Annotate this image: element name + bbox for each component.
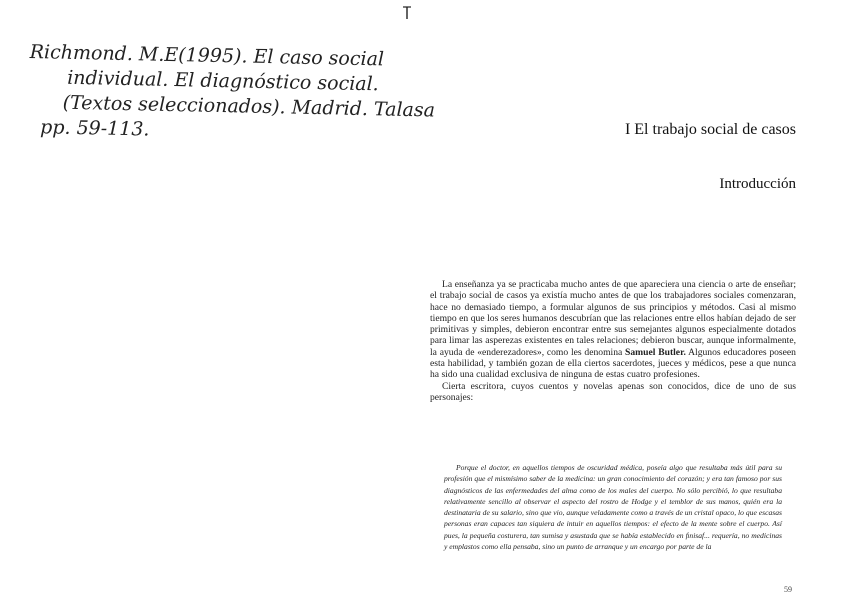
- quote-text: Porque el doctor, en aquellos tiempos de oscuridad médica, poseía algo que resultaba más útil para su profesión que el mismísimo saber de la medicina: un gran conocimiento del corazón; y era tan famoso por sus diagnósticos de las enfermedades del alma como de los males del cuerpo. No sólo percibió, lo que resultaba relativamente sencillo al observar el aspecto del rostro de Hodge y el temblor de sus manos, quién era la destinataria de su salario, sino que vio, aunque veladamente como a través de un cristal opaco, lo que escasas personas eran capaces tan siquiera de intuir en aquellos tiempos: el efecto de la mente sobre el cuerpo. Así pues, la pequeña costurera, tan sumisa y asustada que se había establecido en ﬁnisaf... requería, no medicinas y emplastos como ella pensaba, sino un punto de arranque y un encargo por parte de la: [444, 463, 782, 552]
- page-number: 59: [784, 585, 792, 594]
- body-text: [430, 279, 796, 403]
- handwritten-line: (Textos seleccionados). Madrid. Talasa: [62, 91, 436, 122]
- paragraph: Cierta escritora, cuyos cuentos y novelas apenas son conocidos, dice de uno de sus personajes:: [430, 380, 796, 403]
- section-title: Introducción: [719, 176, 796, 192]
- handwritten-line: pp. 59-113.: [39, 116, 150, 141]
- chapter-title: I El trabajo social de casos: [624, 121, 796, 138]
- author-name: Samuel Butler.: [625, 346, 686, 358]
- paragraph: [430, 279, 796, 381]
- handwritten-line: Richmond. M.E(1995). El caso social: [29, 40, 385, 71]
- paragraph-text: Algunos educadores poseen esta habilidad, y también gozan de ella ciertos sacerdotes, jueces y médicos, pese a que nunca ha sido una cualidad exclusiva de ninguna de estas cuatro profesiones.: [430, 346, 796, 381]
- handwritten-citation: [28, 40, 436, 148]
- paragraph-text: La enseñanza ya se practicaba mucho antes de que apareciera una ciencia o arte de enseñar; el trabajo social de casos ya existía mucho antes de que los trabajadores sociales comenzaran, hace no demasiado tiempo, a formular algunos de sus principios y métodos. Casi al mismo tiempo en que los seres humanos descubrían que las relaciones entre ellos habían dejado de ser primitivas y simples, debieron encontrar entre sus semejantes algunos especialmente dotados para limar las asperezas existentes en tales relaciones; debieron buscar, aunque informalmente, la ayuda de «enderezadores», como les denomina: [430, 279, 796, 358]
- top-tick-mark: [403, 6, 411, 20]
- block-quote: [444, 462, 782, 552]
- handwritten-line: individual. El diagnóstico social.: [66, 66, 379, 96]
